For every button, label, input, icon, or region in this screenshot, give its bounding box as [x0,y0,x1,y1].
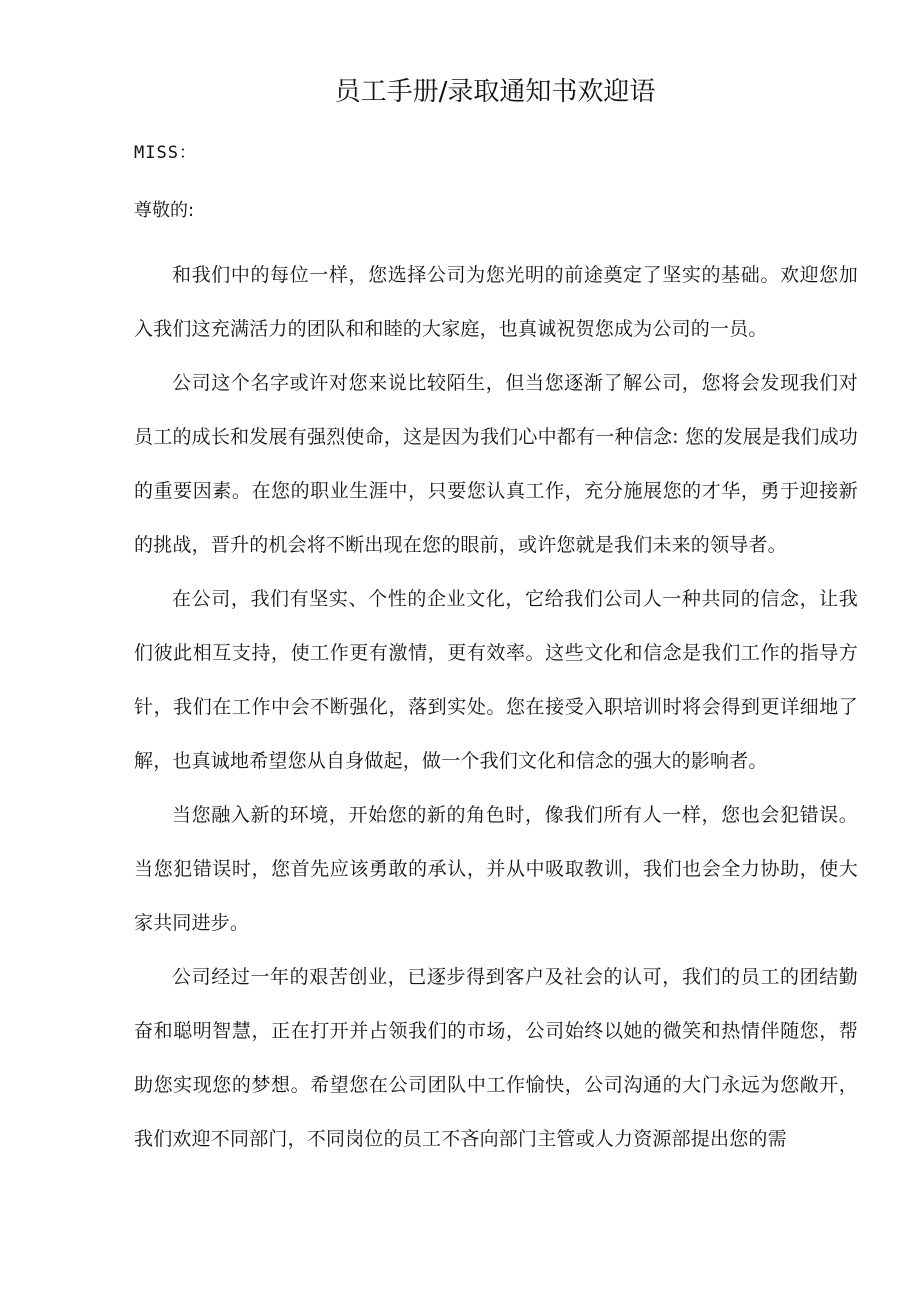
paragraph-culture: 在公司，我们有坚实、个性的企业文化，它给我们公司人一种共同的信念，让我们彼此相互支持，使工作更有激情，更有效率。这些文化和信念是我们工作的指导方针，我们在工作中会不断强化，落到实处。您在接受入职培训时将会得到更详细地了解，也真诚地希望您从自身做起，做一个我们文化和信念的强大的影响者。 [134,588,858,772]
paragraph-welcome: 和我们中的每位一样，您选择公司为您光明的前途奠定了坚实的基础。欢迎您加入我们这充满活力的团队和和睦的大家庭，也真诚祝贺您成为公司的一员。 [134,264,858,340]
letter-body [134,248,858,1166]
document-title: 员工手册/录取通知书欢迎语 [334,77,656,107]
salutation-english: MISS： [134,143,197,163]
paragraph-company: 公司经过一年的艰苦创业，已逐步得到客户及社会的认可，我们的员工的团结勤奋和聪明智慧，正在打开并占领我们的市场，公司始终以她的微笑和热情伴随您，帮助您实现您的梦想。希望您在公司团队中工作愉快，公司沟通的大门永远为您敞开，我们欢迎不同部门，不同岗位的员工不吝向部门主管或人力资源部提出您的需 [134,966,858,1150]
paragraph-growth: 公司这个名字或许对您来说比较陌生，但当您逐渐了解公司，您将会发现我们对员工的成长和发展有强烈使命，这是因为我们心中都有一种信念: 您的发展是我们成功的重要因素。在您的职业生涯中，只要您认真工作，充分施展您的才华，勇于迎接新的挑战，晋升的机会将不断出现在您的眼前，或许您就是我们未来的领导者。 [134,372,858,556]
salutation-chinese: 尊敬的: [134,200,195,221]
paragraph-mistakes: 当您融入新的环境，开始您的新的角色时，像我们所有人一样，您也会犯错误。当您犯错误时，您首先应该勇敢的承认，并从中吸取教训，我们也会全力协助，使大家共同进步。 [134,804,858,934]
